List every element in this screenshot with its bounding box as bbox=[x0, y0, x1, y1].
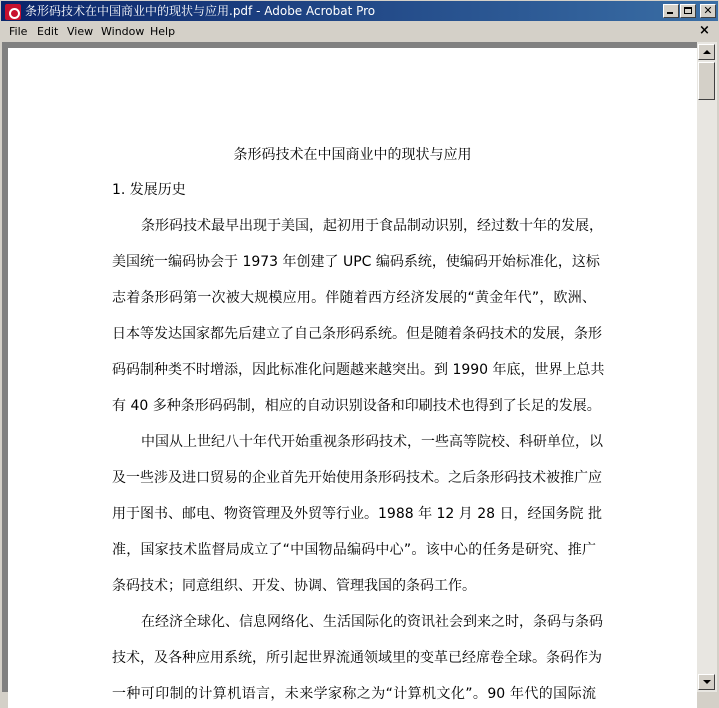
menu-file[interactable]: File bbox=[9, 25, 28, 38]
arrow-up-icon bbox=[703, 50, 711, 54]
document-close-button[interactable]: × bbox=[699, 23, 710, 38]
minimize-button[interactable] bbox=[663, 4, 679, 18]
menu-window[interactable]: Window bbox=[101, 25, 145, 38]
document-title: 条形码技术在中国商业中的现状与应用 bbox=[233, 147, 472, 163]
acrobat-app-icon[interactable] bbox=[5, 4, 21, 20]
document-viewer[interactable] bbox=[2, 42, 697, 702]
close-icon: ✕ bbox=[703, 4, 713, 17]
title-bar bbox=[0, 0, 719, 22]
paragraph-line: 志着条形码第一次被大规模应用。伴随着西方经济发展的“黄金年代”，欧洲、 bbox=[112, 290, 596, 306]
paragraph-line: 日本等发达国家都先后建立了自己条形码系统。但是随着条码技术的发展，条形 bbox=[112, 326, 602, 342]
vertical-scrollbar[interactable] bbox=[697, 42, 717, 692]
minimize-icon bbox=[667, 12, 673, 14]
maximize-icon bbox=[684, 7, 692, 14]
scroll-up-button[interactable] bbox=[698, 44, 715, 60]
menu-bar bbox=[0, 22, 719, 42]
paragraph-line: 有 40 多种条形码码制，相应的自动识别设备和印刷技术也得到了长足的发展。 bbox=[112, 398, 601, 414]
paragraph-line: 准，国家技术监督局成立了“中国物品编码中心”。该中心的任务是研究、推广 bbox=[112, 542, 596, 558]
paragraph-line: 码码制种类不时增添，因此标准化问题越来越突出。到 1990 年底，世界上总共 bbox=[112, 362, 605, 378]
paragraph-line: 条码技术；同意组织、开发、协调、管理我国的条码工作。 bbox=[112, 578, 476, 594]
maximize-button[interactable] bbox=[680, 4, 696, 18]
paragraph-line: 及一些涉及进口贸易的企业首先开始使用条形码技术。之后条形码技术被推广应 bbox=[112, 470, 602, 486]
scroll-down-button[interactable] bbox=[698, 674, 715, 690]
paragraph-line: 中国从上世纪八十年代开始重视条形码技术，一些高等院校、科研单位，以 bbox=[141, 434, 603, 450]
paragraph-line: 用于图书、邮电、物资管理及外贸等行业。1988 年 12 月 28 日，经国务院 批 bbox=[112, 506, 602, 522]
paragraph-line: 技术，及各种应用系统，所引起世界流通领域里的变革已经席卷全球。条码作为 bbox=[112, 650, 602, 666]
paragraph-line: 条形码技术最早出现于美国，起初用于食品制动识别，经过数十年的发展， bbox=[141, 218, 603, 234]
close-button[interactable] bbox=[700, 4, 716, 18]
paragraph-line: 一种可印制的计算机语言，未来学家称之为“计算机文化”。90 年代的国际流 bbox=[112, 686, 596, 702]
section-heading: 1. 发展历史 bbox=[112, 182, 186, 198]
arrow-down-icon bbox=[703, 680, 711, 684]
scroll-thumb[interactable] bbox=[698, 62, 715, 100]
window-title: 条形码技术在中国商业中的现状与应用.pdf - Adobe Acrobat Pro bbox=[25, 4, 376, 18]
paragraph-line: 在经济全球化、信息网络化、生活国际化的资讯社会到来之时，条码与条码 bbox=[141, 614, 603, 630]
menu-view[interactable]: View bbox=[67, 25, 94, 38]
pdf-page bbox=[8, 48, 697, 708]
menu-edit[interactable]: Edit bbox=[37, 25, 59, 38]
paragraph-line: 美国统一编码协会于 1973 年创建了 UPC 编码系统，使编码开始标准化，这标 bbox=[112, 254, 600, 270]
menu-help[interactable]: Help bbox=[150, 25, 176, 38]
